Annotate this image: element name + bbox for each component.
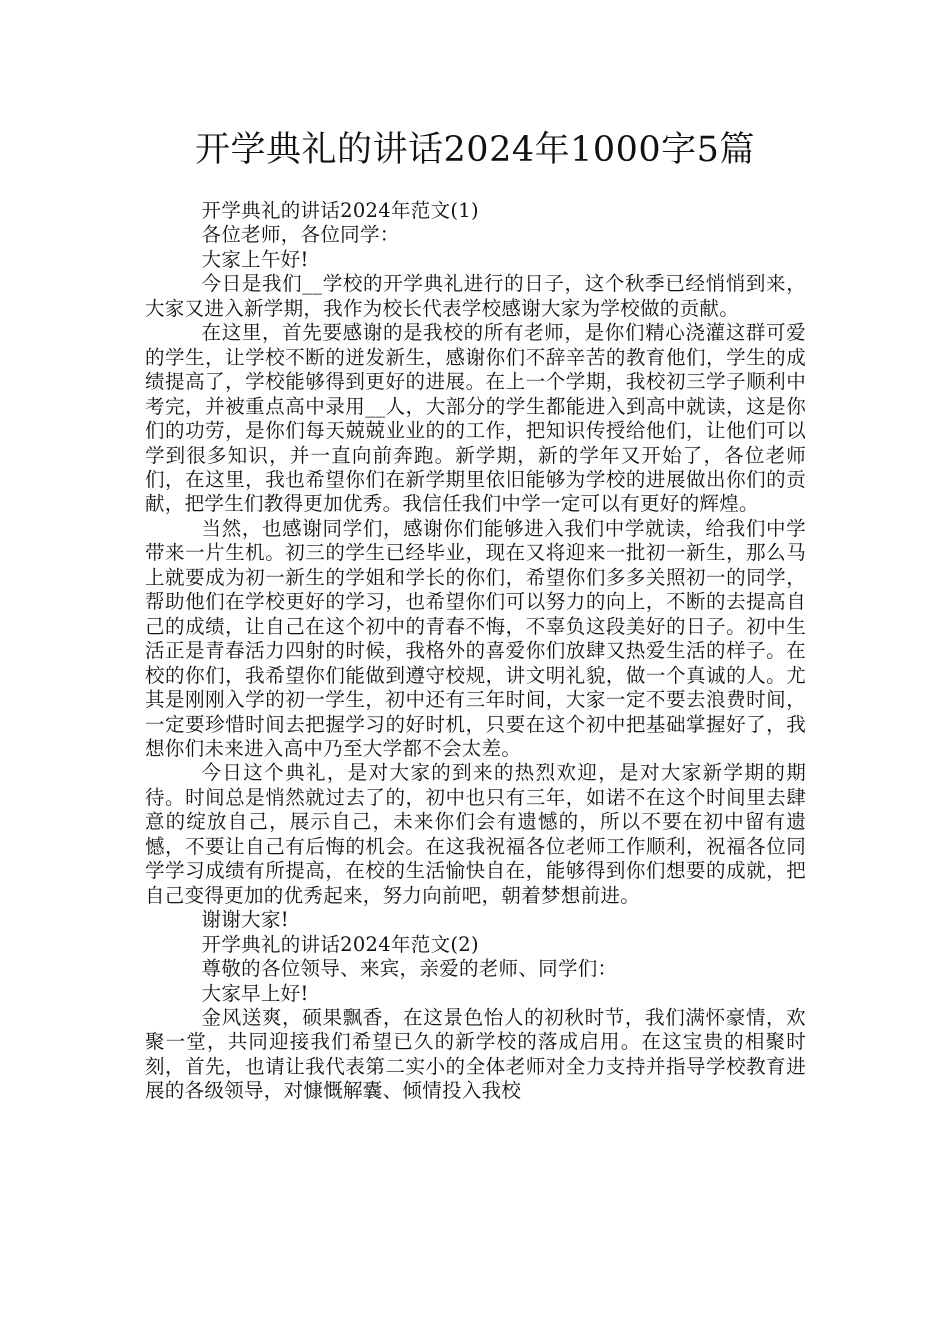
paragraph: 当然，也感谢同学们，感谢你们能够进入我们中学就读，给我们中学带来一片生机。初三的学生已经毕业，现在又将迎来一批初一新生，那么马上就要成为初一新生的学姐和学长的你们，希望你们多多关照初一的同学，帮助他们在学校更好的学习，也希望你们可以努力的向上，不断的去提高自己的成绩，让自己在这个初中的青春不悔，不辜负这段美好的日子。初中生活正是青春活力四射的时候，我格外的喜爱你们放肆又热爱生活的样子。在校的你们，我希望你们能做到遵守校规，讲文明礼貌，做一个真诚的人。尤其是刚刚入学的初一学生，初中还有三年时间，大家一定不要去浪费时间，一定要珍惜时间去把握学习的好时机，只要在这个初中把基础掌握好了，我想你们未来进入高中乃至大学都不会太差。 — [145, 516, 806, 760]
section-heading-1: 开学典礼的讲话2024年范文(1) — [201, 199, 479, 222]
section-heading-2: 开学典礼的讲话2024年范文(2) — [201, 932, 479, 956]
document-body — [145, 199, 806, 1104]
document-title: 开学典礼的讲话2024年1000字5篇 — [195, 130, 755, 170]
paragraph: 今日这个典礼，是对大家的到来的热烈欢迎，是对大家新学期的期待。时间总是悄然就过去了的，初中也只有三年，如诺不在这个时间里去肆意的绽放自己，展示自己，未来你们会有遗憾的，所以不要在初中留有遗憾，不要让自己有后悔的机会。在这我祝福各位老师工作顺利，祝福各位同学学习成绩有所提高，在校的生活愉快自在，能够得到你们想要的成就，把自己变得更加的优秀起来，努力向前吧，朝着梦想前进。 — [145, 761, 806, 907]
closing-1: 谢谢大家! — [201, 908, 289, 932]
greeting-2: 大家早上好! — [201, 981, 309, 1005]
paragraph: 在这里，首先要感谢的是我校的所有老师，是你们精心浇灌这群可爱的学生，让学校不断的迸发新生，感谢你们不辞辛苦的教育他们，学生的成绩提高了，学校能够得到更好的进展。在上一个学期，我校初三学子顺利中考完，并被重点高中录用__人，大部分的学生都能进入到高中就读，这是你们的功劳，是你们每天兢兢业业的的工作，把知识传授给他们，让他们可以学到很多知识，并一直向前奔跑。新学期，新的学年又开始了，各位老师们，在这里，我也希望你们在新学期里依旧能够为学校的进展做出你们的贡献，把学生们教得更加优秀。我信任我们中学一定可以有更好的辉煌。 — [145, 321, 806, 516]
salutation-1: 各位老师，各位同学： — [201, 223, 400, 247]
greeting-1: 大家上午好! — [201, 247, 309, 271]
paragraph: 金风送爽，硕果飘香，在这景色怡人的初秋时节，我们满怀豪情，欢聚一堂，共同迎接我们希望已久的新学校的落成启用。在这宝贵的相聚时刻，首先，也请让我代表第二实小的全体老师对全力支持并指导学校教育进展的各级领导，对慷慨解囊、倾情投入我校 — [145, 1005, 806, 1103]
paragraph: 今日是我们__学校的开学典礼进行的日子，这个秋季已经悄悄到来，大家又进入新学期，我作为校长代表学校感谢大家为学校做的贡献。 — [145, 272, 806, 320]
salutation-2: 尊敬的各位领导、来宾，亲爱的老师、同学们： — [201, 957, 618, 981]
